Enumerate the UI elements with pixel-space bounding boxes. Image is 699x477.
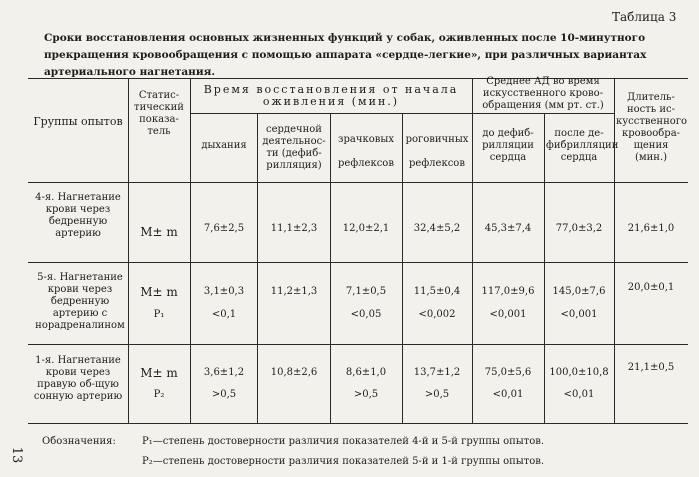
row2-before-p: <0,001 xyxy=(489,309,527,320)
table-caption: Сроки восстановления основных жизненных функций у собак, оживленных после 10-минутного прекращения кровообращения с помощью аппарата «сердце-легкие», при различных вариантах артериального нагнетания. xyxy=(44,32,647,78)
page-number: 13 xyxy=(9,446,24,464)
row3-pupil: 8,6±1,0 xyxy=(345,367,387,378)
row3-after: 100,0±10,8 xyxy=(549,367,609,378)
header-after-defib: после де-фибрилляции сердца xyxy=(546,128,619,163)
row3-duration: 21,1±0,5 xyxy=(627,362,675,373)
row3-pupil-p: >0,5 xyxy=(353,389,379,400)
row1-after: 77,0±3,2 xyxy=(555,223,603,234)
header-cardiac: сердечной деятельнос-ти (дефиб-рилляция) xyxy=(262,124,326,171)
row2-group: 5-я. Нагнетание крови через бедренную артерию с норадреналином xyxy=(35,272,125,331)
header-corneal: роговичных рефлексов xyxy=(405,134,469,169)
row1-duration: 21,6±1,0 xyxy=(627,223,675,234)
col-line-8 xyxy=(614,78,615,423)
row1-before: 45,3±7,4 xyxy=(484,223,532,234)
row3-before: 75,0±5,6 xyxy=(484,367,532,378)
row2-pupil-p: <0,05 xyxy=(350,309,382,320)
rule-bp-subheader xyxy=(472,113,614,114)
row1-corneal: 32,4±5,2 xyxy=(413,223,461,234)
row2-duration: 20,0±0,1 xyxy=(627,282,675,293)
row3-respiration-p: >0,5 xyxy=(211,389,237,400)
note-p2: P₂—степень достоверности различия показателей 5-й и 1-й группы опытов. xyxy=(142,456,545,467)
row1-cardiac: 11,1±2,3 xyxy=(270,223,318,234)
col-line-2 xyxy=(190,78,191,423)
row3-respiration: 3,6±1,2 xyxy=(203,367,245,378)
col-line-4 xyxy=(330,113,331,423)
header-duration: Длитель-ность ис-кусственного кровообра-щения (мин.) xyxy=(616,92,688,163)
row3-stat: M± m xyxy=(140,366,178,380)
rule-recovery-subheader xyxy=(190,113,472,114)
row2-after-p: <0,001 xyxy=(560,309,598,320)
col-line-7 xyxy=(544,113,545,423)
row3-cardiac: 10,8±2,6 xyxy=(270,367,318,378)
table-number: Таблица 3 xyxy=(612,10,677,24)
header-recovery-time: Время восстановления от начала оживления (мин.) xyxy=(203,83,459,108)
row2-stat: M± m xyxy=(140,285,178,299)
header-mean-bp: Среднее АД во время искусственного крово-обращения (мм рт. ст.) xyxy=(482,76,604,111)
rule-header-bottom xyxy=(28,182,688,183)
row2-respiration: 3,1±0,3 xyxy=(203,286,245,297)
col-line-3 xyxy=(257,113,258,423)
row3-corneal-p: >0,5 xyxy=(424,389,450,400)
note-p1: P₁—степень достоверности различия показателей 4-й и 5-й группы опытов. xyxy=(142,436,545,447)
rule-row-1 xyxy=(28,262,688,263)
row2-respiration-p: <0,1 xyxy=(211,309,237,320)
row1-stat: M± m xyxy=(140,225,178,239)
row2-pupil: 7,1±0,5 xyxy=(345,286,387,297)
row1-pupil: 12,0±2,1 xyxy=(342,223,390,234)
row2-corneal-p: <0,002 xyxy=(418,309,456,320)
header-respiration: дыхания xyxy=(201,140,247,151)
header-pupil: зрачковых рефлексов xyxy=(338,134,394,169)
col-line-1 xyxy=(128,78,129,423)
rule-row-2 xyxy=(28,344,688,345)
header-before-defib: до дефиб-рилляции сердца xyxy=(482,128,534,163)
header-groups: Группы опытов xyxy=(33,115,123,128)
row1-group: 4-я. Нагнетание крови через бедренную артерию xyxy=(35,192,121,239)
col-line-6 xyxy=(472,78,473,423)
col-line-5 xyxy=(402,113,403,423)
row3-group: 1-я. Нагнетание крови через правую об-щую сонную артерию xyxy=(33,355,123,402)
row2-before: 117,0±9,6 xyxy=(481,286,535,297)
header-stat: Статис-тический показа-тель xyxy=(134,90,184,137)
row3-before-p: <0,01 xyxy=(492,389,524,400)
row3-after-p: <0,01 xyxy=(563,389,595,400)
row3-corneal: 13,7±1,2 xyxy=(413,367,461,378)
rule-bottom xyxy=(28,423,688,424)
row1-respiration: 7,6±2,5 xyxy=(203,223,245,234)
row2-after: 145,0±7,6 xyxy=(552,286,606,297)
row3-stat-p: P₂ xyxy=(153,389,165,400)
row2-stat-p: P₁ xyxy=(153,309,165,320)
row2-corneal: 11,5±0,4 xyxy=(413,286,461,297)
row2-cardiac: 11,2±1,3 xyxy=(270,286,318,297)
notes-label: Обозначения: xyxy=(42,436,116,447)
